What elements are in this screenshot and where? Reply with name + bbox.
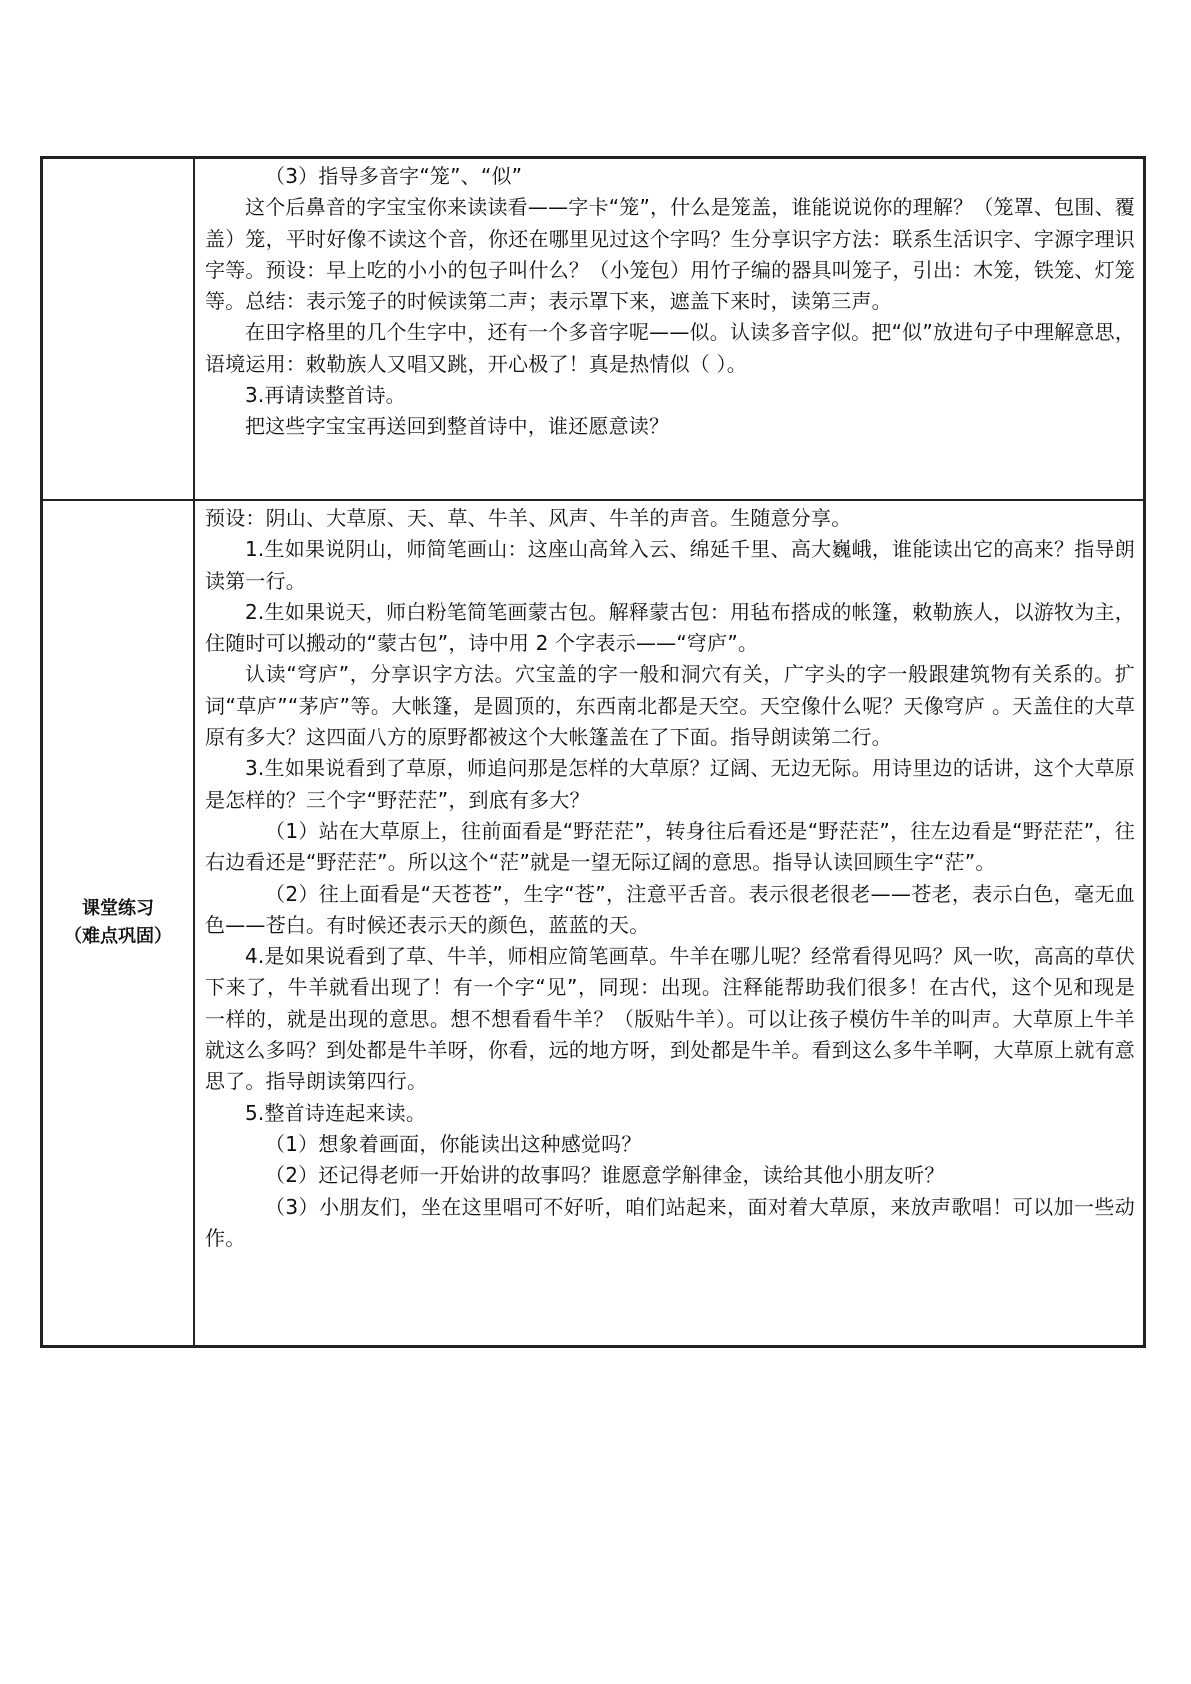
lesson-plan-table [40,156,1146,1348]
table-row [42,500,1145,1347]
row-label-title: 课堂练习 [82,898,154,919]
paragraph: 把这些字宝宝再送回到整首诗中，谁还愿意读？ [245,414,670,439]
row-content-cell [194,500,1145,1347]
paragraph: 3.再请读整首诗。 [245,383,406,408]
paragraph: 2.生如果说天，师白粉笔简笔画蒙古包。解释蒙古包：用毡布搭成的帐篷，敕勒族人，以游牧为主，住随时可以搬动的“蒙古包”，诗中用 2 个字表示——“穹庐”。 [205,599,1135,656]
paragraph: 认读“穹庐”，分享识字方法。穴宝盖的字一般和洞穴有关，广字头的字一般跟建筑物有关系的。扩词“草庐”“茅庐”等。大帐篷，是圆顶的，东西南北都是天空。天空像什么呢？天像穹庐 。天盖住的大草原有多大？这四面八方的原野都被这个大帐篷盖在了下面。指导朗读第二行。 [205,662,1135,750]
paragraph: （1）站在大草原上，往前面看是“野茫茫”，转身往后看还是“野茫茫”，往左边看是“野茫茫”，往右边看还是“野茫茫”。所以这个“茫”就是一望无际辽阔的意思。指导认读回顾生字“茫”。 [205,818,1135,875]
paragraph: （3）小朋友们，坐在这里唱可不好听，咱们站起来，面对着大草原，来放声歌唱！可以加一些动作。 [205,1194,1135,1250]
paragraph: 4.是如果说看到了草、牛羊，师相应简笔画草。牛羊在哪儿呢？经常看得见吗？风一吹，高高的草伏下来了，牛羊就看出现了！有一个字“见”，同现：出现。注释能帮助我们很多！在古代，这个见和现是一样的，就是出现的意思。想不想看看牛羊？（版贴牛羊）。可以让孩子模仿牛羊的叫声。大草原上牛羊就这么多吗？到处都是牛羊呀，你看，远的地方呀，到处都是牛羊。看到这么多牛羊啊，大草原上就有意思了。指导朗读第四行。 [205,944,1135,1094]
paragraph: （2）往上面看是“天苍苍”，生字“苍”，注意平舌音。表示很老很老——苍老，表示白色，毫无血色——苍白。有时候还表示天的颜色，蓝蓝的天。 [205,881,1135,937]
paragraph: （2）还记得老师一开始讲的故事吗？谁愿意学斛律金，读给其他小朋友听？ [265,1163,945,1188]
row-label-cell [42,500,195,1347]
table-row [42,158,1145,501]
row-content-cell [194,158,1145,501]
section-2-content [195,501,1143,1254]
paragraph: （1）想象着画面，你能读出这种感觉吗？ [265,1131,642,1156]
paragraph: 3.生如果说看到了草原，师追问那是怎样的大草原？辽阔、无边无际。用诗里边的话讲，这个大草原是怎样的？三个字“野茫茫”，到底有多大？ [205,756,1135,812]
row-label-subtitle: （难点巩固） [64,926,172,947]
paragraph: （3）指导多音字“笼”、“似” [265,164,523,188]
section-1-content [195,159,1143,443]
paragraph: 预设：阴山、大草原、天、草、牛羊、风声、牛羊的声音。生随意分享。 [205,506,852,530]
row-label-cell [42,158,195,501]
paragraph: 5.整首诗连起来读。 [245,1100,427,1125]
paragraph: 在田字格里的几个生字中，还有一个多音字呢——似。认读多音字似。把“似”放进句子中理解意思，语境运用：敕勒族人又唱又跳，开心极了！真是热情似（ ）。 [205,320,1135,376]
paragraph: 1.生如果说阴山，师简笔画山：这座山高耸入云、绵延千里、高大巍峨，谁能读出它的高来？指导朗读第一行。 [205,537,1135,593]
paragraph: 这个后鼻音的字宝宝你来读读看——字卡“笼”，什么是笼盖，谁能说说你的理解？（笼罩、包围、覆盖）笼，平时好像不读这个音，你还在哪里见过这个字吗？生分享识字方法：联系生活识字、字源字理识字等。预设：早上吃的小小的包子叫什么？（小笼包）用竹子编的器具叫笼子，引出：木笼，铁笼、灯笼等。总结：表示笼子的时候读第二声；表示罩下来，遮盖下来时，读第三声。 [205,195,1135,314]
